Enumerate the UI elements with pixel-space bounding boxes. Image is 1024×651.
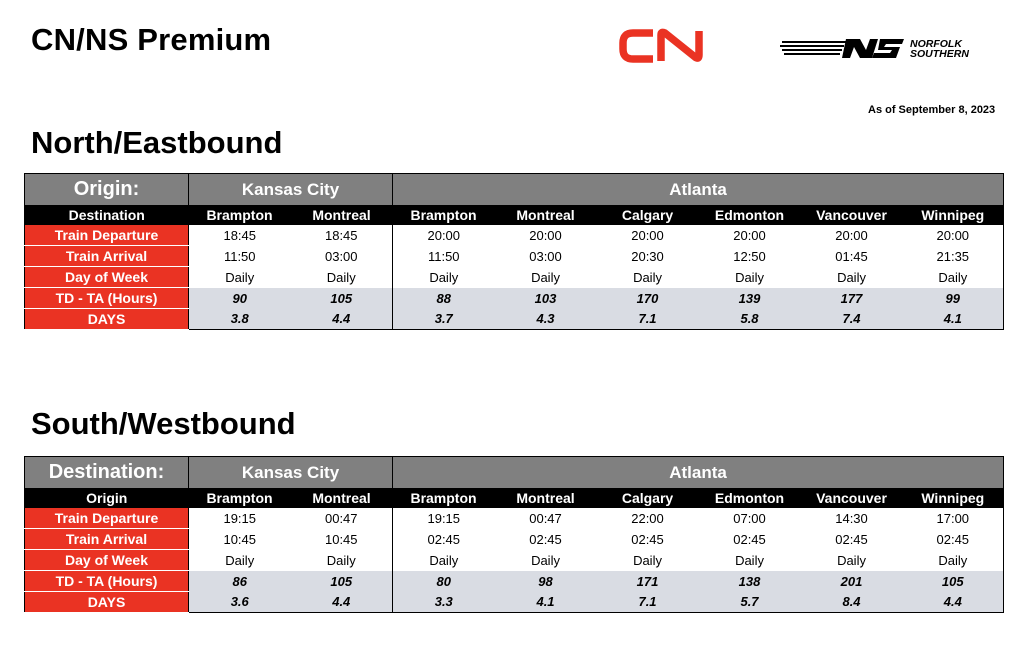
col-header: Winnipeg xyxy=(903,205,1004,225)
row-label: TD - TA (Hours) xyxy=(25,288,189,309)
cell: 20:00 xyxy=(631,227,664,243)
north-eastbound-table xyxy=(24,173,1004,330)
cell: Daily xyxy=(326,269,356,285)
cell: 105 xyxy=(291,288,393,309)
cell: 02:45 xyxy=(393,529,495,550)
cell: Daily xyxy=(938,552,968,568)
cell: 18:45 xyxy=(324,227,358,243)
cell: 12:50 xyxy=(733,248,766,264)
cell: 10:45 xyxy=(324,531,358,547)
cell: Daily xyxy=(326,552,356,568)
south-westbound-table xyxy=(24,456,1004,613)
cell: 201 xyxy=(801,571,903,592)
cell: 07:00 xyxy=(733,510,766,526)
cell: 5.7 xyxy=(699,592,801,613)
col-header: Montreal xyxy=(291,488,393,508)
cell: Daily xyxy=(633,269,662,285)
cell: Daily xyxy=(189,550,291,571)
cell: 10:45 xyxy=(189,529,291,550)
cell: 86 xyxy=(189,571,291,592)
cell: 20:00 xyxy=(529,227,562,243)
cell: 21:35 xyxy=(936,248,970,264)
table-row xyxy=(25,309,1004,330)
cell: Daily xyxy=(938,269,968,285)
cell: 103 xyxy=(495,288,597,309)
cell: 4.3 xyxy=(495,309,597,330)
cell: 4.4 xyxy=(291,592,393,613)
table-row xyxy=(25,508,1004,529)
cell: 14:30 xyxy=(835,510,868,526)
row-label: Train Arrival xyxy=(25,246,189,267)
cell: 5.8 xyxy=(699,309,801,330)
cell: 170 xyxy=(597,288,699,309)
cell: 3.6 xyxy=(189,592,291,613)
row-label: Day of Week xyxy=(25,550,189,571)
cell: 4.4 xyxy=(903,592,1004,613)
row-label: Day of Week xyxy=(25,267,189,288)
cell: 98 xyxy=(495,571,597,592)
table-row xyxy=(25,571,1004,592)
cell: 4.1 xyxy=(495,592,597,613)
cell: 11:50 xyxy=(189,246,291,267)
cell: 8.4 xyxy=(801,592,903,613)
cell: 4.4 xyxy=(291,309,393,330)
destination-row xyxy=(25,205,1004,225)
cell: 03:00 xyxy=(324,248,358,264)
cell: 105 xyxy=(903,571,1004,592)
col-header: Vancouver xyxy=(801,205,903,225)
cell: Daily xyxy=(735,552,764,568)
cell: Daily xyxy=(837,552,866,568)
cell: 20:00 xyxy=(835,227,868,243)
south-westbound-heading: South/Westbound xyxy=(31,406,296,441)
col-header: Montreal xyxy=(495,205,597,225)
cell: Daily xyxy=(531,552,560,568)
origin-label: Origin xyxy=(25,488,189,508)
col-header: Calgary xyxy=(597,488,699,508)
ns-logo xyxy=(780,36,906,62)
origin-label: Origin: xyxy=(25,174,189,206)
atlanta-header: Atlanta xyxy=(393,457,1004,489)
table-row xyxy=(25,246,1004,267)
row-label: Train Departure xyxy=(25,225,189,246)
as-of-date: As of September 8, 2023 xyxy=(868,104,996,116)
cell: 171 xyxy=(597,571,699,592)
col-header: Calgary xyxy=(597,205,699,225)
destination-header-row xyxy=(25,457,1004,489)
cell: 00:47 xyxy=(324,510,358,526)
table-row xyxy=(25,267,1004,288)
cell: 4.1 xyxy=(903,309,1004,330)
cell: 20:00 xyxy=(733,227,766,243)
cell: Daily xyxy=(393,267,495,288)
cn-logo xyxy=(617,27,711,65)
cell: 7.1 xyxy=(597,592,699,613)
row-label: DAYS xyxy=(25,309,189,330)
col-header: Edmonton xyxy=(699,205,801,225)
cell: 20:30 xyxy=(631,248,664,264)
col-header: Winnipeg xyxy=(903,488,1004,508)
cell: 02:45 xyxy=(835,531,868,547)
cell: 02:45 xyxy=(529,531,562,547)
origin-row xyxy=(25,488,1004,508)
row-label: Train Departure xyxy=(25,508,189,529)
table-row xyxy=(25,529,1004,550)
cell: 18:45 xyxy=(189,225,291,246)
cell: 22:00 xyxy=(631,510,664,526)
kansas-city-header: Kansas City xyxy=(189,174,393,206)
cell: 02:45 xyxy=(936,531,970,547)
cell: Daily xyxy=(393,550,495,571)
col-header: Montreal xyxy=(495,488,597,508)
cell: 88 xyxy=(393,288,495,309)
col-header: Brampton xyxy=(393,488,495,508)
col-header: Montreal xyxy=(291,205,393,225)
cell: 17:00 xyxy=(936,510,970,526)
table-row xyxy=(25,550,1004,571)
cell: 3.3 xyxy=(393,592,495,613)
row-label: Train Arrival xyxy=(25,529,189,550)
cell: Daily xyxy=(531,269,560,285)
cell: 20:00 xyxy=(393,225,495,246)
col-header: Edmonton xyxy=(699,488,801,508)
cell: 138 xyxy=(699,571,801,592)
atlanta-header: Atlanta xyxy=(393,174,1004,206)
col-header: Vancouver xyxy=(801,488,903,508)
cell: 80 xyxy=(393,571,495,592)
destination-label: Destination xyxy=(25,205,189,225)
cell: 01:45 xyxy=(835,248,868,264)
table-row xyxy=(25,225,1004,246)
col-header: Brampton xyxy=(189,205,291,225)
col-header: Brampton xyxy=(189,488,291,508)
cell: 02:45 xyxy=(631,531,664,547)
row-label: TD - TA (Hours) xyxy=(25,571,189,592)
cell: 99 xyxy=(903,288,1004,309)
row-label: DAYS xyxy=(25,592,189,613)
cell: 7.1 xyxy=(597,309,699,330)
cell: 90 xyxy=(189,288,291,309)
page-title: CN/NS Premium xyxy=(31,22,272,57)
col-header: Brampton xyxy=(393,205,495,225)
cell: 20:00 xyxy=(936,227,970,243)
cell: 7.4 xyxy=(801,309,903,330)
cell: 19:15 xyxy=(189,508,291,529)
cell: 00:47 xyxy=(529,510,562,526)
cell: 3.8 xyxy=(189,309,291,330)
cell: 139 xyxy=(699,288,801,309)
cell: 03:00 xyxy=(529,248,562,264)
cell: 19:15 xyxy=(393,508,495,529)
cell: 3.7 xyxy=(393,309,495,330)
cell: 177 xyxy=(801,288,903,309)
ns-wordmark: NORFOLK SOUTHERN xyxy=(910,38,969,60)
cell: Daily xyxy=(633,552,662,568)
cell: 02:45 xyxy=(733,531,766,547)
table-row xyxy=(25,288,1004,309)
table-row xyxy=(25,592,1004,613)
cell: Daily xyxy=(189,267,291,288)
destination-label: Destination: xyxy=(25,457,189,489)
cell: 105 xyxy=(291,571,393,592)
north-eastbound-heading: North/Eastbound xyxy=(31,125,283,160)
cell: 11:50 xyxy=(393,246,495,267)
cell: Daily xyxy=(735,269,764,285)
kansas-city-header: Kansas City xyxy=(189,457,393,489)
cell: Daily xyxy=(837,269,866,285)
origin-row xyxy=(25,174,1004,206)
